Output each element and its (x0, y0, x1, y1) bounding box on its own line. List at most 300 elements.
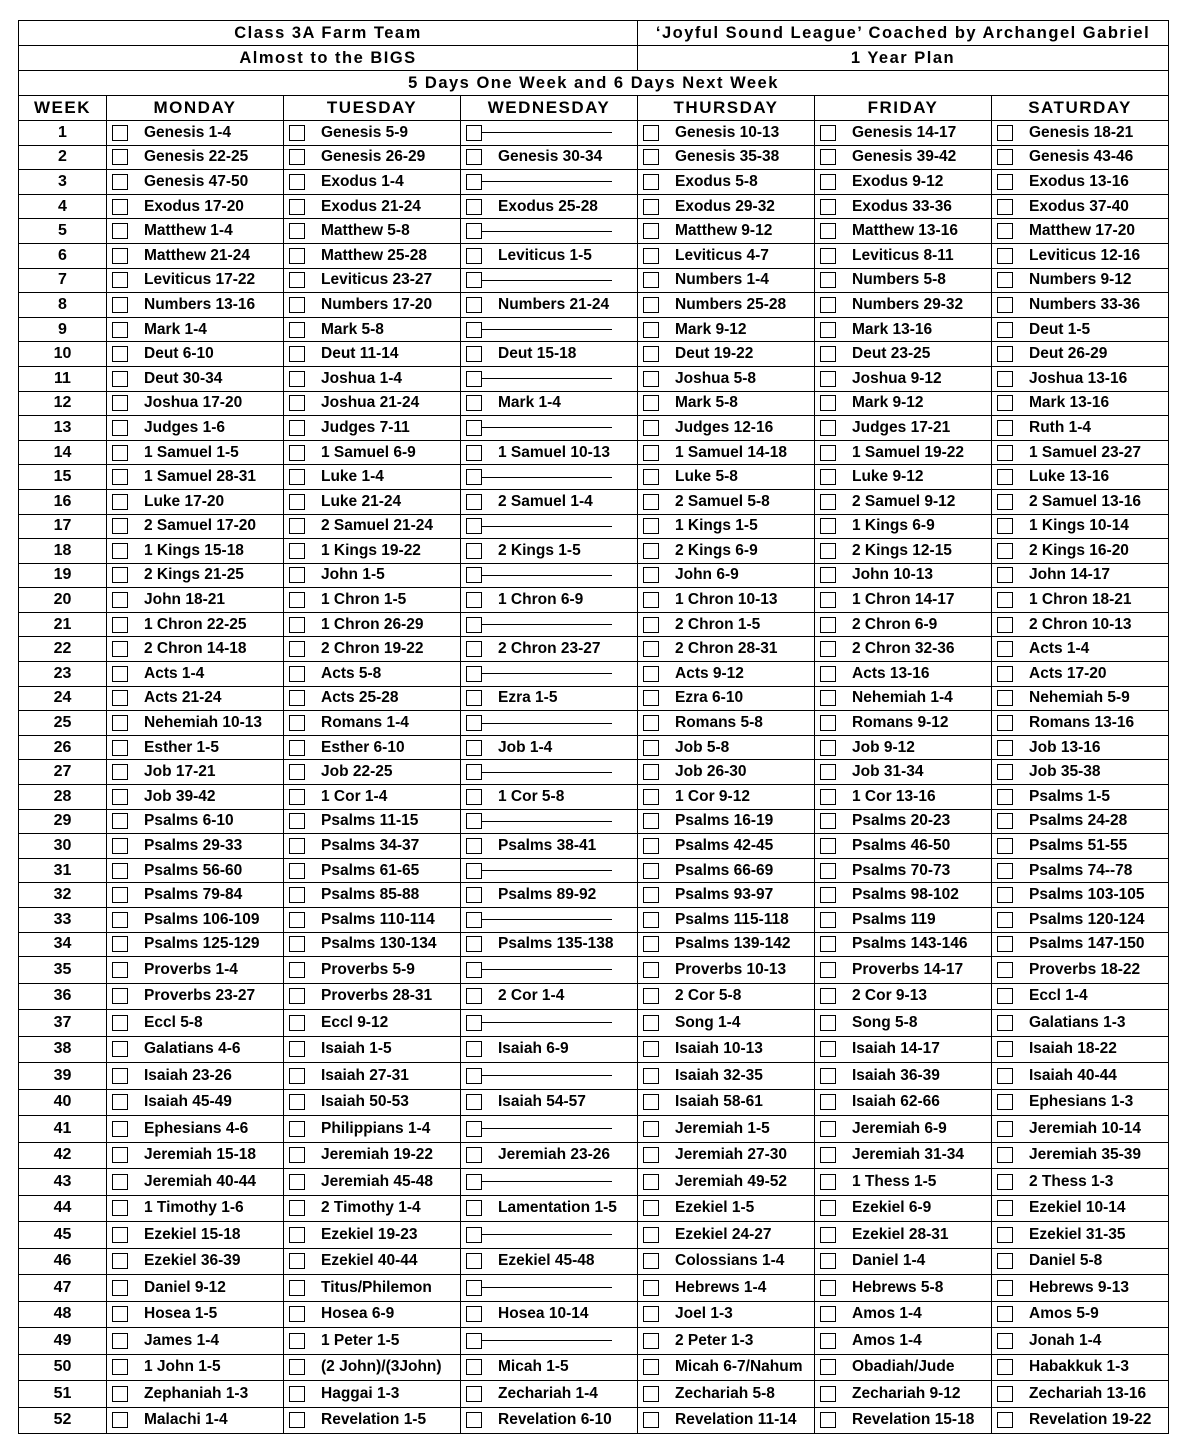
reading-checkbox[interactable] (820, 740, 836, 756)
reading-checkbox[interactable] (820, 1280, 836, 1296)
reading-checkbox[interactable] (112, 346, 128, 362)
reading-checkbox[interactable] (643, 174, 659, 190)
reading-checkbox[interactable] (112, 297, 128, 313)
reading-checkbox[interactable] (643, 371, 659, 387)
reading-checkbox[interactable] (466, 690, 482, 706)
reading-checkbox[interactable] (997, 764, 1013, 780)
reading-checkbox[interactable] (643, 567, 659, 583)
reading-checkbox[interactable] (643, 813, 659, 829)
reading-checkbox[interactable] (643, 1147, 659, 1163)
reading-checkbox[interactable] (466, 518, 482, 534)
reading-checkbox[interactable] (112, 1359, 128, 1375)
reading-checkbox[interactable] (466, 371, 482, 387)
reading-checkbox[interactable] (997, 813, 1013, 829)
reading-checkbox[interactable] (466, 912, 482, 928)
reading-checkbox[interactable] (820, 1147, 836, 1163)
reading-checkbox[interactable] (997, 1041, 1013, 1057)
reading-checkbox[interactable] (289, 936, 305, 952)
reading-checkbox[interactable] (112, 863, 128, 879)
reading-checkbox[interactable] (112, 715, 128, 731)
reading-checkbox[interactable] (643, 912, 659, 928)
reading-checkbox[interactable] (997, 322, 1013, 338)
reading-checkbox[interactable] (643, 715, 659, 731)
reading-checkbox[interactable] (820, 1412, 836, 1428)
reading-checkbox[interactable] (997, 1306, 1013, 1322)
reading-checkbox[interactable] (466, 789, 482, 805)
reading-checkbox[interactable] (997, 1174, 1013, 1190)
reading-checkbox[interactable] (643, 1227, 659, 1243)
reading-checkbox[interactable] (466, 1200, 482, 1216)
reading-checkbox[interactable] (289, 1200, 305, 1216)
reading-checkbox[interactable] (997, 445, 1013, 461)
reading-checkbox[interactable] (997, 1068, 1013, 1084)
reading-checkbox[interactable] (820, 813, 836, 829)
reading-checkbox[interactable] (643, 1174, 659, 1190)
reading-checkbox[interactable] (466, 125, 482, 141)
reading-checkbox[interactable] (997, 149, 1013, 165)
reading-checkbox[interactable] (112, 813, 128, 829)
reading-checkbox[interactable] (289, 1333, 305, 1349)
reading-checkbox[interactable] (997, 1253, 1013, 1269)
reading-checkbox[interactable] (466, 346, 482, 362)
reading-checkbox[interactable] (289, 297, 305, 313)
reading-checkbox[interactable] (820, 371, 836, 387)
reading-checkbox[interactable] (466, 1094, 482, 1110)
reading-checkbox[interactable] (466, 494, 482, 510)
reading-checkbox[interactable] (643, 936, 659, 952)
reading-checkbox[interactable] (466, 1333, 482, 1349)
reading-checkbox[interactable] (466, 1280, 482, 1296)
reading-checkbox[interactable] (289, 1174, 305, 1190)
reading-checkbox[interactable] (643, 223, 659, 239)
reading-checkbox[interactable] (112, 838, 128, 854)
reading-checkbox[interactable] (643, 1412, 659, 1428)
reading-checkbox[interactable] (820, 125, 836, 141)
reading-checkbox[interactable] (997, 789, 1013, 805)
reading-checkbox[interactable] (466, 936, 482, 952)
reading-checkbox[interactable] (112, 1147, 128, 1163)
reading-checkbox[interactable] (289, 1306, 305, 1322)
reading-checkbox[interactable] (643, 764, 659, 780)
reading-checkbox[interactable] (643, 838, 659, 854)
reading-checkbox[interactable] (289, 567, 305, 583)
reading-checkbox[interactable] (820, 1174, 836, 1190)
reading-checkbox[interactable] (289, 395, 305, 411)
reading-checkbox[interactable] (289, 764, 305, 780)
reading-checkbox[interactable] (643, 469, 659, 485)
reading-checkbox[interactable] (820, 395, 836, 411)
reading-checkbox[interactable] (112, 1386, 128, 1402)
reading-checkbox[interactable] (820, 1094, 836, 1110)
reading-checkbox[interactable] (466, 592, 482, 608)
reading-checkbox[interactable] (997, 715, 1013, 731)
reading-checkbox[interactable] (643, 789, 659, 805)
reading-checkbox[interactable] (820, 346, 836, 362)
reading-checkbox[interactable] (112, 1227, 128, 1243)
reading-checkbox[interactable] (643, 149, 659, 165)
reading-checkbox[interactable] (466, 887, 482, 903)
reading-checkbox[interactable] (997, 346, 1013, 362)
reading-checkbox[interactable] (820, 617, 836, 633)
reading-checkbox[interactable] (289, 962, 305, 978)
reading-checkbox[interactable] (112, 1412, 128, 1428)
reading-checkbox[interactable] (112, 764, 128, 780)
reading-checkbox[interactable] (289, 715, 305, 731)
reading-checkbox[interactable] (820, 567, 836, 583)
reading-checkbox[interactable] (112, 199, 128, 215)
reading-checkbox[interactable] (289, 149, 305, 165)
reading-checkbox[interactable] (112, 1200, 128, 1216)
reading-checkbox[interactable] (643, 199, 659, 215)
reading-checkbox[interactable] (643, 617, 659, 633)
reading-checkbox[interactable] (997, 1094, 1013, 1110)
reading-checkbox[interactable] (997, 1147, 1013, 1163)
reading-checkbox[interactable] (643, 740, 659, 756)
reading-checkbox[interactable] (112, 1068, 128, 1084)
reading-checkbox[interactable] (643, 1253, 659, 1269)
reading-checkbox[interactable] (289, 469, 305, 485)
reading-checkbox[interactable] (112, 445, 128, 461)
reading-checkbox[interactable] (466, 248, 482, 264)
reading-checkbox[interactable] (820, 962, 836, 978)
reading-checkbox[interactable] (289, 988, 305, 1004)
reading-checkbox[interactable] (112, 248, 128, 264)
reading-checkbox[interactable] (466, 863, 482, 879)
reading-checkbox[interactable] (466, 1068, 482, 1084)
reading-checkbox[interactable] (112, 1253, 128, 1269)
reading-checkbox[interactable] (643, 1094, 659, 1110)
reading-checkbox[interactable] (643, 543, 659, 559)
reading-checkbox[interactable] (643, 420, 659, 436)
reading-checkbox[interactable] (289, 248, 305, 264)
reading-checkbox[interactable] (820, 789, 836, 805)
reading-checkbox[interactable] (820, 1386, 836, 1402)
reading-checkbox[interactable] (112, 371, 128, 387)
reading-checkbox[interactable] (997, 297, 1013, 313)
reading-checkbox[interactable] (112, 567, 128, 583)
reading-checkbox[interactable] (820, 1253, 836, 1269)
reading-checkbox[interactable] (820, 543, 836, 559)
reading-checkbox[interactable] (112, 1306, 128, 1322)
reading-checkbox[interactable] (820, 1227, 836, 1243)
reading-checkbox[interactable] (466, 199, 482, 215)
reading-checkbox[interactable] (112, 690, 128, 706)
reading-checkbox[interactable] (466, 1227, 482, 1243)
reading-checkbox[interactable] (466, 1412, 482, 1428)
reading-checkbox[interactable] (997, 420, 1013, 436)
reading-checkbox[interactable] (466, 149, 482, 165)
reading-checkbox[interactable] (112, 988, 128, 1004)
reading-checkbox[interactable] (997, 223, 1013, 239)
reading-checkbox[interactable] (820, 445, 836, 461)
reading-checkbox[interactable] (112, 887, 128, 903)
reading-checkbox[interactable] (466, 1147, 482, 1163)
reading-checkbox[interactable] (289, 666, 305, 682)
reading-checkbox[interactable] (820, 1121, 836, 1137)
reading-checkbox[interactable] (112, 1174, 128, 1190)
reading-checkbox[interactable] (466, 420, 482, 436)
reading-checkbox[interactable] (466, 813, 482, 829)
reading-checkbox[interactable] (289, 1280, 305, 1296)
reading-checkbox[interactable] (289, 518, 305, 534)
reading-checkbox[interactable] (643, 1200, 659, 1216)
reading-checkbox[interactable] (820, 764, 836, 780)
reading-checkbox[interactable] (820, 297, 836, 313)
reading-checkbox[interactable] (466, 395, 482, 411)
reading-checkbox[interactable] (289, 174, 305, 190)
reading-checkbox[interactable] (997, 887, 1013, 903)
reading-checkbox[interactable] (997, 469, 1013, 485)
reading-checkbox[interactable] (643, 1359, 659, 1375)
reading-checkbox[interactable] (997, 838, 1013, 854)
reading-checkbox[interactable] (643, 962, 659, 978)
reading-checkbox[interactable] (289, 912, 305, 928)
reading-checkbox[interactable] (289, 125, 305, 141)
reading-checkbox[interactable] (997, 863, 1013, 879)
reading-checkbox[interactable] (643, 322, 659, 338)
reading-checkbox[interactable] (997, 1200, 1013, 1216)
reading-checkbox[interactable] (820, 248, 836, 264)
reading-checkbox[interactable] (466, 666, 482, 682)
reading-checkbox[interactable] (289, 838, 305, 854)
reading-checkbox[interactable] (289, 740, 305, 756)
reading-checkbox[interactable] (289, 1359, 305, 1375)
reading-checkbox[interactable] (112, 1015, 128, 1031)
reading-checkbox[interactable] (820, 1359, 836, 1375)
reading-checkbox[interactable] (643, 1068, 659, 1084)
reading-checkbox[interactable] (466, 445, 482, 461)
reading-checkbox[interactable] (112, 936, 128, 952)
reading-checkbox[interactable] (289, 1041, 305, 1057)
reading-checkbox[interactable] (997, 617, 1013, 633)
reading-checkbox[interactable] (997, 962, 1013, 978)
reading-checkbox[interactable] (997, 936, 1013, 952)
reading-checkbox[interactable] (820, 690, 836, 706)
reading-checkbox[interactable] (289, 1253, 305, 1269)
reading-checkbox[interactable] (643, 1386, 659, 1402)
reading-checkbox[interactable] (112, 223, 128, 239)
reading-checkbox[interactable] (112, 617, 128, 633)
reading-checkbox[interactable] (112, 1333, 128, 1349)
reading-checkbox[interactable] (112, 125, 128, 141)
reading-checkbox[interactable] (466, 322, 482, 338)
reading-checkbox[interactable] (997, 912, 1013, 928)
reading-checkbox[interactable] (112, 149, 128, 165)
reading-checkbox[interactable] (820, 1015, 836, 1031)
reading-checkbox[interactable] (289, 1121, 305, 1137)
reading-checkbox[interactable] (289, 371, 305, 387)
reading-checkbox[interactable] (997, 1280, 1013, 1296)
reading-checkbox[interactable] (466, 1041, 482, 1057)
reading-checkbox[interactable] (112, 1280, 128, 1296)
reading-checkbox[interactable] (820, 322, 836, 338)
reading-checkbox[interactable] (643, 988, 659, 1004)
reading-checkbox[interactable] (820, 1068, 836, 1084)
reading-checkbox[interactable] (643, 395, 659, 411)
reading-checkbox[interactable] (997, 125, 1013, 141)
reading-checkbox[interactable] (289, 1386, 305, 1402)
reading-checkbox[interactable] (289, 543, 305, 559)
reading-checkbox[interactable] (466, 174, 482, 190)
reading-checkbox[interactable] (466, 543, 482, 559)
reading-checkbox[interactable] (820, 887, 836, 903)
reading-checkbox[interactable] (112, 469, 128, 485)
reading-checkbox[interactable] (997, 1333, 1013, 1349)
reading-checkbox[interactable] (112, 518, 128, 534)
reading-checkbox[interactable] (289, 592, 305, 608)
reading-checkbox[interactable] (466, 1386, 482, 1402)
reading-checkbox[interactable] (466, 223, 482, 239)
reading-checkbox[interactable] (643, 592, 659, 608)
reading-checkbox[interactable] (289, 690, 305, 706)
reading-checkbox[interactable] (820, 420, 836, 436)
reading-checkbox[interactable] (466, 1174, 482, 1190)
reading-checkbox[interactable] (820, 666, 836, 682)
reading-checkbox[interactable] (112, 420, 128, 436)
reading-checkbox[interactable] (112, 494, 128, 510)
reading-checkbox[interactable] (643, 248, 659, 264)
reading-checkbox[interactable] (289, 1068, 305, 1084)
reading-checkbox[interactable] (643, 1041, 659, 1057)
reading-checkbox[interactable] (466, 1253, 482, 1269)
reading-checkbox[interactable] (643, 272, 659, 288)
reading-checkbox[interactable] (112, 912, 128, 928)
reading-checkbox[interactable] (997, 690, 1013, 706)
reading-checkbox[interactable] (112, 962, 128, 978)
reading-checkbox[interactable] (466, 962, 482, 978)
reading-checkbox[interactable] (820, 592, 836, 608)
reading-checkbox[interactable] (112, 789, 128, 805)
reading-checkbox[interactable] (997, 666, 1013, 682)
reading-checkbox[interactable] (997, 988, 1013, 1004)
reading-checkbox[interactable] (997, 1386, 1013, 1402)
reading-checkbox[interactable] (643, 887, 659, 903)
reading-checkbox[interactable] (997, 518, 1013, 534)
reading-checkbox[interactable] (466, 1121, 482, 1137)
reading-checkbox[interactable] (466, 1359, 482, 1375)
reading-checkbox[interactable] (112, 666, 128, 682)
reading-checkbox[interactable] (466, 764, 482, 780)
reading-checkbox[interactable] (820, 199, 836, 215)
reading-checkbox[interactable] (112, 272, 128, 288)
reading-checkbox[interactable] (997, 494, 1013, 510)
reading-checkbox[interactable] (112, 592, 128, 608)
reading-checkbox[interactable] (643, 1333, 659, 1349)
reading-checkbox[interactable] (820, 223, 836, 239)
reading-checkbox[interactable] (643, 641, 659, 657)
reading-checkbox[interactable] (289, 789, 305, 805)
reading-checkbox[interactable] (112, 1094, 128, 1110)
reading-checkbox[interactable] (820, 936, 836, 952)
reading-checkbox[interactable] (466, 641, 482, 657)
reading-checkbox[interactable] (466, 469, 482, 485)
reading-checkbox[interactable] (466, 1306, 482, 1322)
reading-checkbox[interactable] (997, 543, 1013, 559)
reading-checkbox[interactable] (643, 297, 659, 313)
reading-checkbox[interactable] (643, 666, 659, 682)
reading-checkbox[interactable] (112, 740, 128, 756)
reading-checkbox[interactable] (820, 912, 836, 928)
reading-checkbox[interactable] (820, 1333, 836, 1349)
reading-checkbox[interactable] (820, 518, 836, 534)
reading-checkbox[interactable] (289, 1227, 305, 1243)
reading-checkbox[interactable] (820, 988, 836, 1004)
reading-checkbox[interactable] (997, 592, 1013, 608)
reading-checkbox[interactable] (289, 813, 305, 829)
reading-checkbox[interactable] (997, 248, 1013, 264)
reading-checkbox[interactable] (997, 199, 1013, 215)
reading-checkbox[interactable] (289, 1412, 305, 1428)
reading-checkbox[interactable] (997, 1412, 1013, 1428)
reading-checkbox[interactable] (289, 223, 305, 239)
reading-checkbox[interactable] (289, 887, 305, 903)
reading-checkbox[interactable] (643, 494, 659, 510)
reading-checkbox[interactable] (466, 740, 482, 756)
reading-checkbox[interactable] (466, 617, 482, 633)
reading-checkbox[interactable] (289, 322, 305, 338)
reading-checkbox[interactable] (289, 1147, 305, 1163)
reading-checkbox[interactable] (466, 838, 482, 854)
reading-checkbox[interactable] (466, 988, 482, 1004)
reading-checkbox[interactable] (643, 125, 659, 141)
reading-checkbox[interactable] (643, 863, 659, 879)
reading-checkbox[interactable] (112, 395, 128, 411)
reading-checkbox[interactable] (820, 838, 836, 854)
reading-checkbox[interactable] (289, 641, 305, 657)
reading-checkbox[interactable] (997, 641, 1013, 657)
reading-checkbox[interactable] (643, 1306, 659, 1322)
reading-checkbox[interactable] (997, 567, 1013, 583)
reading-checkbox[interactable] (466, 715, 482, 731)
reading-checkbox[interactable] (997, 395, 1013, 411)
reading-checkbox[interactable] (997, 371, 1013, 387)
reading-checkbox[interactable] (820, 715, 836, 731)
reading-checkbox[interactable] (643, 346, 659, 362)
reading-checkbox[interactable] (289, 1015, 305, 1031)
reading-checkbox[interactable] (997, 1359, 1013, 1375)
reading-checkbox[interactable] (643, 518, 659, 534)
reading-checkbox[interactable] (466, 567, 482, 583)
reading-checkbox[interactable] (820, 494, 836, 510)
reading-checkbox[interactable] (112, 1121, 128, 1137)
reading-checkbox[interactable] (112, 641, 128, 657)
reading-checkbox[interactable] (997, 272, 1013, 288)
reading-checkbox[interactable] (997, 740, 1013, 756)
reading-checkbox[interactable] (112, 174, 128, 190)
reading-checkbox[interactable] (820, 469, 836, 485)
reading-checkbox[interactable] (289, 272, 305, 288)
reading-checkbox[interactable] (820, 149, 836, 165)
reading-checkbox[interactable] (820, 863, 836, 879)
reading-checkbox[interactable] (643, 445, 659, 461)
reading-checkbox[interactable] (289, 617, 305, 633)
reading-checkbox[interactable] (643, 1121, 659, 1137)
reading-checkbox[interactable] (112, 543, 128, 559)
reading-checkbox[interactable] (289, 863, 305, 879)
reading-checkbox[interactable] (466, 272, 482, 288)
reading-checkbox[interactable] (289, 199, 305, 215)
reading-checkbox[interactable] (112, 1041, 128, 1057)
reading-checkbox[interactable] (289, 346, 305, 362)
reading-checkbox[interactable] (820, 174, 836, 190)
reading-checkbox[interactable] (643, 1280, 659, 1296)
reading-checkbox[interactable] (289, 1094, 305, 1110)
reading-checkbox[interactable] (289, 445, 305, 461)
reading-checkbox[interactable] (820, 641, 836, 657)
reading-checkbox[interactable] (466, 297, 482, 313)
reading-checkbox[interactable] (997, 1015, 1013, 1031)
reading-checkbox[interactable] (643, 690, 659, 706)
